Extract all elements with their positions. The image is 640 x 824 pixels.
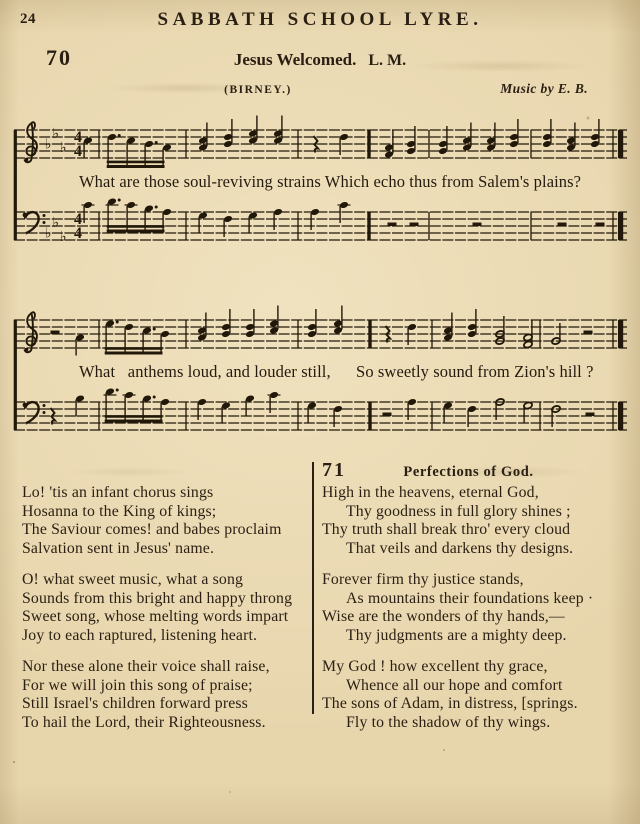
- verse-line: The sons of Adam, in distress, [springs.: [322, 695, 578, 712]
- verse-line: Forever firm thy justice stands,: [322, 571, 524, 588]
- note: [590, 119, 600, 148]
- note: [307, 309, 317, 338]
- hymn-71-verses: [322, 484, 625, 732]
- hymn-71-column: [322, 461, 625, 745]
- verse-line: Thy truth shall break thro' every cloud: [322, 521, 571, 538]
- verse-line: O! what sweet music, what a song: [22, 571, 244, 588]
- final-barline: [618, 320, 623, 348]
- verse-line: To hail the Lord, their Righteousness.: [22, 713, 266, 731]
- bass-clef-icon: [23, 402, 46, 423]
- note: [221, 401, 231, 423]
- verse-line: Fly to the shadow of thy wings.: [346, 713, 551, 731]
- hymn-70-meter: L. M.: [368, 52, 407, 69]
- note: [509, 119, 519, 148]
- verse-line: As mountains their foundations keep ·: [346, 589, 594, 607]
- note: [307, 401, 317, 423]
- treble-clef-icon: [25, 312, 37, 352]
- verse-line: Salvation sent in Jesus' name.: [22, 539, 215, 557]
- hymn-71-title: Perfections of God.: [403, 464, 534, 480]
- verse-line: Wise are the wonders of thy hands,—: [322, 608, 565, 625]
- time-signature: 4: [74, 129, 82, 146]
- time-signature: 4: [74, 225, 82, 242]
- beamed-notes: [104, 387, 170, 421]
- stanza: [22, 658, 310, 732]
- note: [467, 309, 477, 338]
- rest: [388, 223, 397, 227]
- beamed-notes: [106, 197, 172, 231]
- verse-line: Sweet song, whose melting words impart: [22, 608, 289, 625]
- bass-clef-icon: [23, 212, 46, 233]
- note: [223, 119, 233, 148]
- hymn-70-title-line: [0, 50, 640, 70]
- note: [198, 211, 208, 233]
- time-signature: 4: [74, 211, 82, 228]
- hymn-71-number: 71: [322, 459, 346, 481]
- running-title: SABBATH SCHOOL LYRE.: [157, 9, 483, 30]
- verse-line: Whence all our hope and comfort: [346, 676, 563, 694]
- stanza: [322, 571, 625, 645]
- note: [523, 401, 533, 423]
- treble-staff: [14, 306, 627, 356]
- stanza: [322, 484, 625, 558]
- hymn-70-number: 70: [46, 45, 72, 70]
- note: [75, 394, 85, 416]
- rest: [596, 223, 605, 227]
- flat-sign: ♭: [45, 225, 52, 242]
- note: [443, 401, 453, 423]
- system-1-lyric: What are those soul-reviving strains Which echo thus from Salem's plains?: [79, 172, 582, 191]
- rest: [51, 331, 60, 335]
- verse-line: Thy goodness in full glory shines ;: [346, 502, 571, 520]
- verse-line: Thy judgments are a mighty deep.: [346, 626, 567, 644]
- verse-line: Joy to each raptured, listening heart.: [22, 626, 258, 644]
- beamed-notes: [107, 133, 172, 167]
- verse-line: Lo! 'tis an infant chorus sings: [22, 484, 214, 501]
- rest: [473, 223, 482, 227]
- rest: [410, 223, 419, 227]
- verse-line: That veils and darkens thy designs.: [346, 539, 574, 557]
- flat-sign: ♭: [60, 140, 67, 156]
- note: [83, 136, 93, 158]
- hymn-70-verses-column: [22, 484, 310, 745]
- flat-sign: ♭: [45, 136, 52, 153]
- verse-line: Hosanna to the King of kings;: [22, 502, 217, 520]
- bass-staff: [14, 197, 627, 245]
- beamed-notes: [105, 319, 170, 353]
- stanza: [22, 484, 310, 558]
- column-divider: [312, 462, 314, 714]
- verse-line: Sounds from this bright and happy throng: [22, 589, 293, 607]
- hymn-71-heading: [322, 461, 625, 484]
- verse-line: My God ! how excellent thy grace,: [322, 658, 548, 675]
- rest: [383, 413, 392, 417]
- note: [221, 309, 231, 338]
- tune-name: (BIRNEY.): [224, 84, 292, 96]
- note: [248, 211, 258, 233]
- flat-sign: ♭: [60, 229, 67, 245]
- rest: [584, 331, 593, 335]
- treble-staff: [14, 116, 627, 167]
- page-number: 24: [20, 11, 36, 27]
- stanza: [322, 658, 625, 732]
- system-2-lyric: What anthems loud, and louder still, So sweetly sound from Zion's hill ?: [79, 362, 594, 381]
- stanza: [22, 571, 310, 645]
- note: [542, 119, 552, 148]
- flat-sign: ♭: [52, 126, 60, 142]
- hymn-70-title: Jesus Welcomed.: [233, 50, 357, 69]
- note: [245, 394, 255, 416]
- note: [245, 309, 255, 338]
- bass-staff: [14, 387, 627, 430]
- final-barline: [618, 212, 623, 240]
- music-credit: Music by E. B.: [500, 81, 588, 96]
- treble-clef-icon: [25, 122, 37, 162]
- flat-sign: ♭: [52, 215, 60, 231]
- note: [75, 333, 85, 355]
- verse-line: For we will join this song of praise;: [22, 676, 253, 694]
- time-signature: 4: [74, 143, 82, 160]
- verse-line: The Saviour comes! and babes proclaim: [22, 521, 282, 538]
- final-barline: [618, 130, 623, 158]
- verse-line: Nor these alone their voice shall raise,: [22, 658, 270, 675]
- rest: [558, 223, 567, 227]
- verse-line: High in the heavens, eternal God,: [322, 484, 539, 501]
- verse-line: Still Israel's children forward press: [22, 695, 248, 712]
- rest: [586, 413, 595, 417]
- final-barline: [618, 402, 623, 430]
